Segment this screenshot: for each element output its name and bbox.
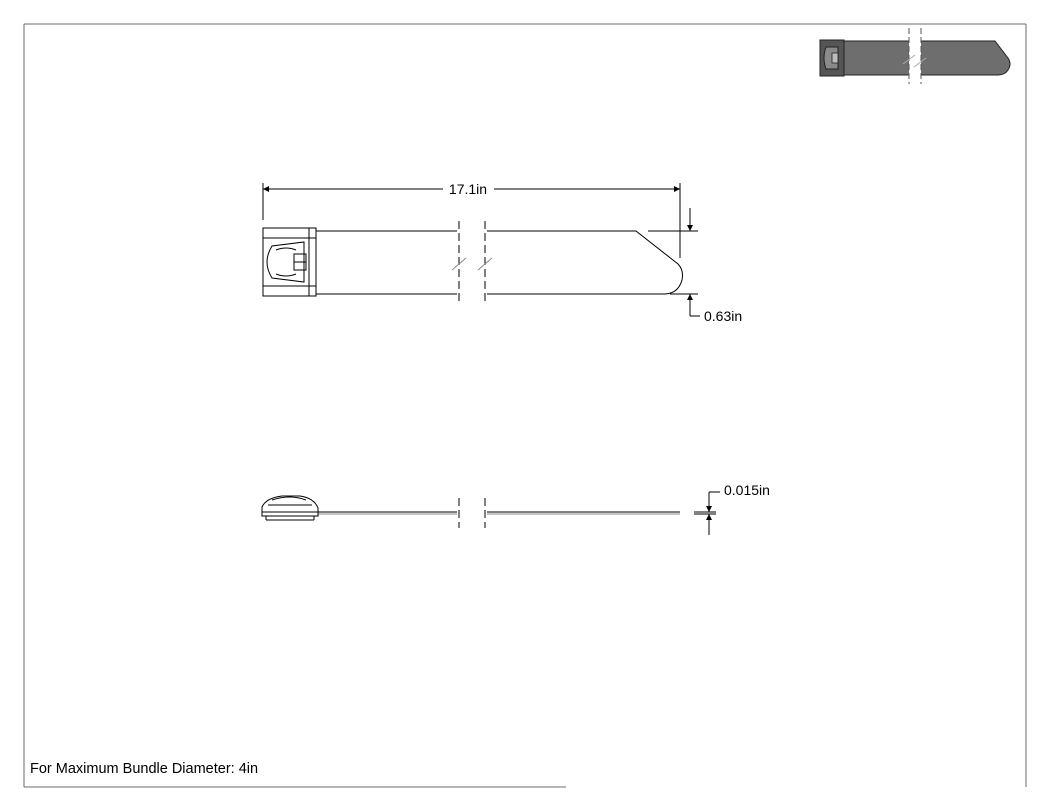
length-dimension-label: 17.1in: [448, 181, 488, 197]
width-dimension-label: 0.63in: [704, 308, 743, 324]
tie-top-view: [263, 221, 683, 302]
tie-side-view: [262, 496, 680, 528]
thickness-dimension: [694, 492, 720, 535]
width-dimension: [648, 208, 700, 316]
tie-thumbnail: [820, 28, 1010, 84]
thickness-dimension-label: 0.015in: [724, 482, 770, 498]
sheet-border: [24, 24, 1026, 787]
bundle-diameter-note: For Maximum Bundle Diameter: 4in: [30, 761, 259, 777]
